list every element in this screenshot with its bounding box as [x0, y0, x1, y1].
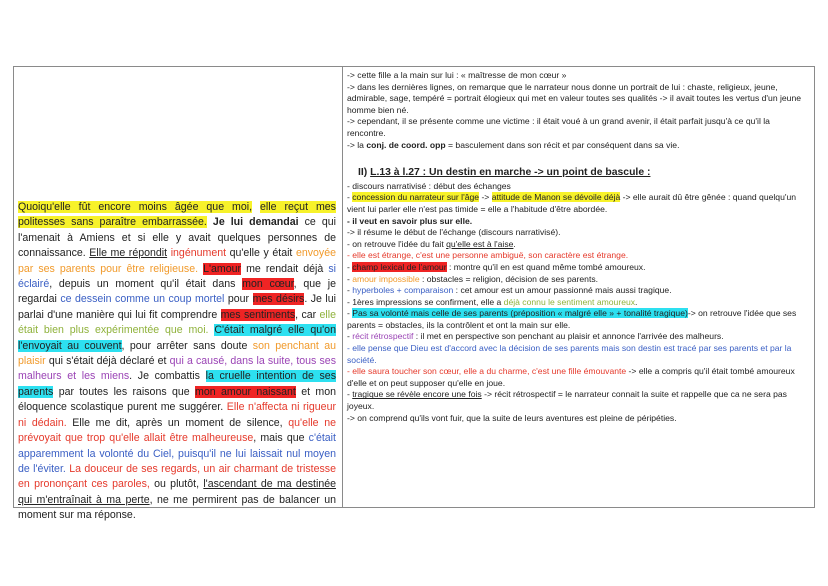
notes-table: [13, 66, 815, 522]
text-segment: Quoiqu'elle fût encore moins âgée que moi,: [18, 201, 253, 213]
bullet-line: [347, 343, 809, 366]
text-segment: pour: [224, 293, 253, 306]
text-segment: - il veut en savoir plus sur elle.: [347, 215, 473, 226]
text-segment: -: [347, 308, 353, 319]
text-segment: L'amour: [203, 262, 242, 275]
text-segment: et mon éloquence scolastique purent me suggérer.: [18, 385, 336, 414]
text-segment: C'était malgré elle qu'on l'envoyait au couvent: [18, 324, 336, 352]
text-segment: : cet amour est un amour passionné mais aussi tragique.: [453, 285, 672, 296]
bullet-line: [347, 285, 809, 297]
text-segment: Elle me répondit: [89, 247, 168, 260]
text-segment: qui a causé, dans la suite, tous ses malheurs et les miens: [18, 355, 336, 383]
text-segment: c'était apparemment la volonté du Ciel, puisqu'il ne lui laissait nul moyen de l'éviter.: [18, 432, 336, 475]
text-segment: -> cependant, il se présente comme une victime : il était voué à un grand avenir, il était parfait jusqu'à ce qu'il la rencontre.: [347, 116, 770, 138]
text-segment: tragique se révèle encore une fois: [352, 389, 482, 400]
text-segment: mes désirs: [252, 293, 305, 306]
text-segment: -> cette fille a la main sur lui : « maîtresse de mon cœur »: [347, 70, 567, 80]
bullet-line: [347, 262, 809, 274]
analysis-intro: [347, 70, 809, 151]
section-title: L.13 à l.27 : Un destin en marche -> un point de bascule :: [370, 167, 651, 179]
text-segment: -> on comprend qu'ils vont fuir, que la suite de leurs aventures est pleine de péripéties.: [347, 412, 677, 423]
text-segment: - elle saura toucher son cœur, elle a du charme, c'est une fille émouvante: [347, 366, 627, 377]
bullet-line: [347, 331, 809, 343]
text-segment: - 1ères impressions se confirment, elle a: [347, 296, 504, 307]
analysis-line: [347, 140, 809, 152]
text-segment: -> elle aurait dû être gênée : quand quelqu'un vient lui parler elle n'est pas timide = elle a l'habitude d'être abordée.: [347, 192, 797, 214]
text-segment: = basculement dans son récit et par conséquent dans sa vie.: [445, 139, 680, 150]
text-segment: .: [513, 238, 516, 249]
text-segment: récit rétrospectif: [352, 331, 414, 342]
text-segment: ->: [479, 192, 492, 203]
text-segment: -: [347, 192, 353, 203]
bullet-line: [347, 192, 809, 215]
text-segment: mes sentiments: [220, 308, 296, 321]
section-number: II): [358, 167, 368, 179]
text-segment: : obstacles = religion, décision de ses parents.: [419, 273, 599, 284]
text-segment: -: [347, 331, 353, 342]
text-segment: Elle n'affecta ni rigueur ni dédain.: [18, 401, 336, 429]
text-segment: envoyée par ses parents pour être religieuse.: [18, 247, 337, 275]
text-segment: -: [347, 261, 353, 272]
text-segment: Je lui demandai: [212, 216, 299, 229]
text-segment: , depuis un moment qu'il était dans: [49, 278, 243, 291]
text-segment: qui s'était déjà déclaré et: [45, 355, 170, 368]
bullet-line: [347, 216, 809, 228]
text-segment: ce dessein comme un coup mortel: [60, 293, 225, 306]
analysis-line: [347, 82, 809, 117]
bullet-line: [347, 366, 809, 389]
bullet-line: [347, 227, 809, 239]
text-segment: : il met en perspective son penchant au plaisir et annonce l'arrivée des malheurs.: [413, 331, 724, 342]
text-segment: : montre qu'il en est quand même tombé amoureux.: [446, 261, 646, 272]
text-segment: -> elle a compris qu'il était tombé amoureux d'elle et on peut supposer qu'elle en joue.: [347, 366, 795, 388]
text-segment: elle reçut mes politesses sans paraître embarrassée.: [18, 201, 336, 229]
bullet-line: [347, 297, 809, 309]
text-segment: ingénument: [170, 247, 227, 260]
text-segment: , pour arrêter sans doute: [121, 339, 253, 352]
text-segment: amour impossible: [352, 273, 420, 284]
text-segment: si éclairé: [18, 262, 336, 291]
text-segment: -: [347, 273, 353, 284]
text-segment: concession du narrateur sur l'âge: [352, 192, 480, 203]
text-segment: -> il résume le début de l'échange (discours narrativisé).: [347, 227, 561, 238]
text-segment: -> récit rétrospectif = le narrateur connait la suite et rappelle que ca ne sera pas joyeux.: [347, 389, 787, 412]
text-segment: l'ascendant de ma destinée qui m'entraînait à ma perte: [18, 478, 336, 506]
text-segment: son penchant au plaisir: [18, 339, 337, 368]
bullet-line: [347, 181, 809, 193]
text-segment: , ne me permirent pas de balancer un moment sur ma réponse.: [18, 493, 336, 522]
text-segment: déjà connu le sentiment amoureux: [503, 296, 636, 307]
text-segment: hyperboles + comparaison: [352, 285, 454, 296]
text-segment: qu'elle est à l'aise: [446, 238, 514, 249]
text-segment: - on retrouve l'idée du fait: [347, 238, 447, 249]
bullet-line: [347, 308, 809, 331]
text-segment: -: [347, 285, 353, 296]
text-segment: -> on retrouve l'idée que ses parents = obstacles, ils la contrôlent et ont la main sur elle.: [347, 308, 797, 330]
text-segment: La douceur de ses regards, un air charmant de tristesse en prononçant ces paroles,: [18, 462, 336, 491]
text-segment: elle était bien plus expérimentée que moi.: [18, 308, 336, 337]
text-segment: ou plutôt,: [149, 478, 204, 491]
text-segment: -> dans les dernières lignes, on remarque que le narrateur nous donne un portrait de lui : chaste, religieux, jeune, admirable, sage, tempéré = portrait élogieux qui met en valeur toutes ses qualités -> il avait toutes les vertus d'un jeune homme bien né.: [347, 81, 802, 115]
text-segment: [252, 201, 260, 213]
text-segment: attitude de Manon se dévoile déjà: [491, 192, 621, 203]
text-segment: , que je regardai: [18, 278, 336, 306]
text-segment: -: [347, 389, 353, 400]
section-heading: [358, 167, 809, 179]
source-text-column: [14, 67, 343, 522]
text-segment: - elle pense que Dieu est d'accord avec la décision de ses parents mais son destin est tracé par ses parents et par la société.: [347, 343, 792, 365]
bullet-line: [347, 413, 809, 425]
text-segment: ce qui l'amenait à Amiens et si elle y avait quelques personnes de connaissance.: [18, 216, 336, 260]
text-segment: qu'elle ne prévoyait que trop qu'elle allait être malheureuse: [18, 416, 336, 445]
text-segment: Elle me dit, après un moment de silence,: [66, 416, 289, 429]
text-segment: qu'elle y était: [226, 247, 296, 260]
text-segment: par toutes les raisons que: [53, 385, 196, 398]
text-segment: - elle est étrange, c'est une personne ambiguë, son caractère est étrange.: [347, 250, 629, 261]
text-segment: - discours narrativisé : début des échanges: [347, 180, 511, 191]
analysis-line: [347, 116, 809, 139]
text-segment: .: [635, 296, 638, 307]
text-segment: la cruelle intention de ses parents: [18, 370, 336, 398]
bullet-line: [347, 274, 809, 286]
text-segment: mon cœur: [242, 278, 294, 291]
analysis-line: [347, 70, 809, 82]
bullet-line: [347, 239, 809, 251]
analysis-bullets: [347, 181, 809, 424]
analysis-column: [343, 67, 814, 507]
text-segment: mon amour naissant: [195, 385, 296, 398]
bullet-line: [347, 389, 809, 412]
text-segment: , car: [295, 308, 320, 321]
text-segment: me rendait déjà: [241, 262, 329, 275]
text-segment: . Je combattis: [129, 370, 206, 383]
text-segment: . Je lui parlai d'une manière qui lui fit comprendre: [18, 293, 337, 321]
analysis-text: [347, 70, 809, 424]
text-segment: champ lexical de l'amour: [352, 261, 447, 272]
source-passage: [18, 200, 336, 524]
text-segment: -> la: [347, 139, 367, 150]
text-segment: conj. de coord. opp: [366, 139, 446, 150]
bullet-line: [347, 250, 809, 262]
text-segment: , mais que: [253, 432, 309, 445]
text-segment: Pas sa volonté mais celle de ses parents (préposition « malgré elle » + tonalité tragique): [352, 308, 688, 319]
